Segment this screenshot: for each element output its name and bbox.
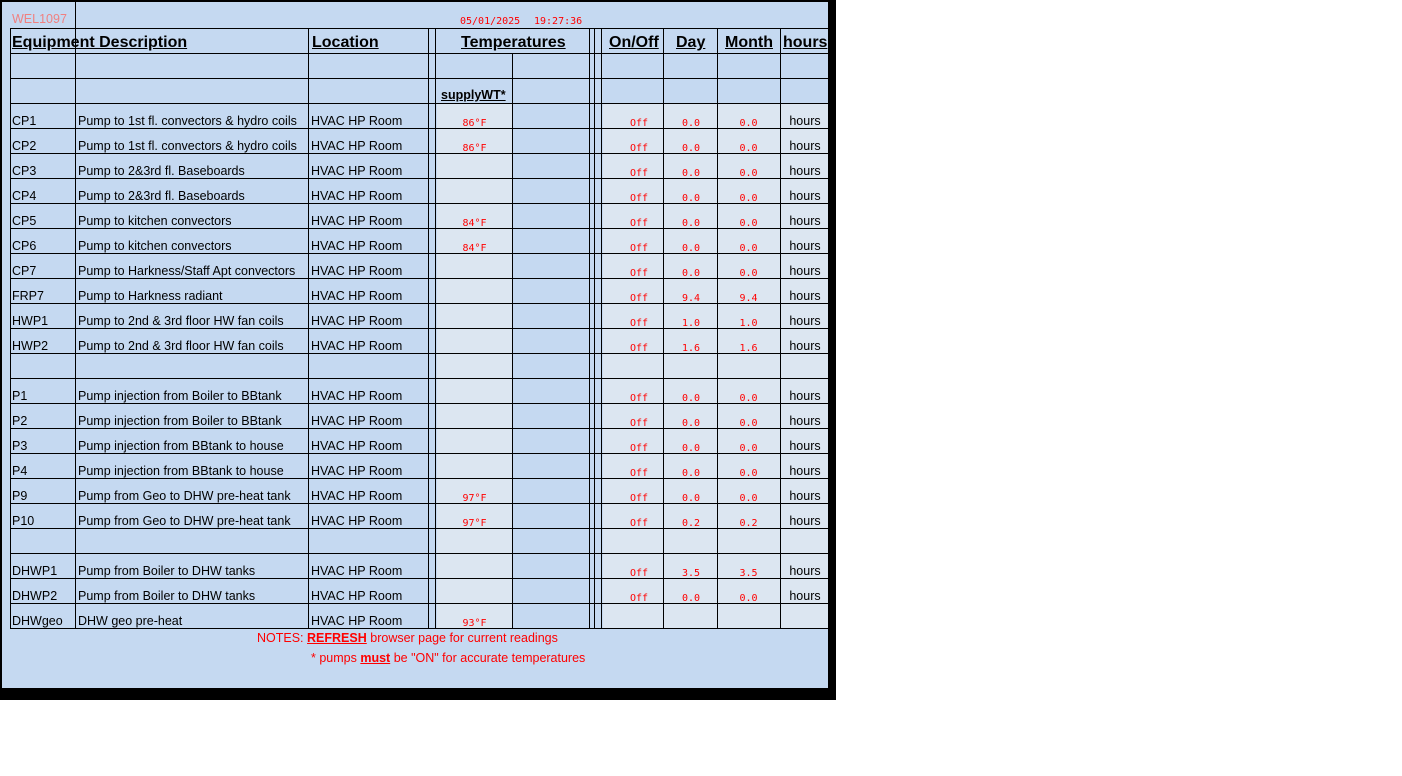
equipment-location: HVAC HP Room bbox=[311, 564, 403, 578]
notes-line-1 bbox=[257, 631, 558, 645]
month-hours: 9.4 bbox=[739, 293, 758, 304]
hours-unit: hours bbox=[789, 264, 821, 278]
onoff-status: Off bbox=[629, 443, 649, 454]
equipment-location: HVAC HP Room bbox=[311, 239, 403, 253]
hours-unit: hours bbox=[789, 339, 821, 353]
month-hours: 3.5 bbox=[739, 568, 758, 579]
equipment-id: DHWP1 bbox=[12, 564, 58, 578]
supply-temperature: 93°F bbox=[462, 618, 487, 629]
onoff-status: Off bbox=[629, 568, 649, 579]
hours-unit: hours bbox=[789, 189, 821, 203]
day-hours: 0.0 bbox=[681, 443, 701, 454]
equipment-id: CP5 bbox=[12, 214, 37, 228]
equipment-id: DHWgeo bbox=[12, 614, 63, 628]
equipment-id: P9 bbox=[12, 489, 28, 503]
day-hours: 0.0 bbox=[681, 268, 701, 279]
equipment-description: Pump injection from BBtank to house bbox=[78, 439, 284, 453]
day-hours: 0.0 bbox=[681, 593, 701, 604]
supply-temperature: 97°F bbox=[462, 518, 487, 529]
hours-unit: hours bbox=[789, 564, 821, 578]
site-id: WEL1097 bbox=[12, 12, 67, 26]
col-header-month: Month bbox=[725, 34, 773, 51]
equipment-id: P1 bbox=[12, 389, 28, 403]
refresh-emphasis: REFRESH bbox=[307, 631, 367, 645]
table-row bbox=[2, 404, 828, 429]
equipment-location: HVAC HP Room bbox=[311, 389, 403, 403]
col-header-equipment: Equipment Description bbox=[12, 34, 188, 51]
equipment-location: HVAC HP Room bbox=[311, 414, 403, 428]
day-hours: 0.0 bbox=[681, 393, 701, 404]
onoff-status: Off bbox=[629, 293, 649, 304]
onoff-status: Off bbox=[629, 343, 649, 354]
grid-line bbox=[10, 28, 828, 29]
hours-unit: hours bbox=[789, 289, 821, 303]
equipment-id: HWP1 bbox=[12, 314, 49, 328]
table-row bbox=[2, 554, 828, 579]
table-row bbox=[2, 479, 828, 504]
month-hours: 0.2 bbox=[739, 518, 758, 529]
equipment-description: Pump to 2&3rd fl. Baseboards bbox=[78, 164, 245, 178]
table-row bbox=[2, 579, 828, 604]
hours-unit: hours bbox=[789, 439, 821, 453]
grid-line bbox=[10, 53, 828, 54]
equipment-description: Pump to 2nd & 3rd floor HW fan coils bbox=[78, 339, 284, 353]
hours-unit: hours bbox=[789, 589, 821, 603]
equipment-location: HVAC HP Room bbox=[311, 464, 403, 478]
equipment-id: P10 bbox=[12, 514, 35, 528]
hours-unit: hours bbox=[789, 464, 821, 478]
onoff-status: Off bbox=[629, 318, 649, 329]
equipment-id: CP1 bbox=[12, 114, 37, 128]
equipment-description: DHW geo pre-heat bbox=[78, 614, 183, 628]
equipment-id: CP4 bbox=[12, 189, 37, 203]
month-hours: 0.0 bbox=[739, 418, 758, 429]
equipment-location: HVAC HP Room bbox=[311, 289, 403, 303]
col-header-hours: hours bbox=[783, 34, 828, 51]
day-hours: 0.0 bbox=[681, 218, 701, 229]
table-row bbox=[2, 229, 828, 254]
table-row bbox=[2, 179, 828, 204]
equipment-location: HVAC HP Room bbox=[311, 514, 403, 528]
onoff-status: Off bbox=[629, 243, 649, 254]
month-hours: 0.0 bbox=[739, 443, 758, 454]
supply-temperature: 84°F bbox=[462, 243, 487, 254]
grid-line bbox=[10, 78, 828, 79]
onoff-status: Off bbox=[629, 218, 649, 229]
equipment-location: HVAC HP Room bbox=[311, 164, 403, 178]
table-row bbox=[2, 154, 828, 179]
onoff-status: Off bbox=[629, 143, 649, 154]
hours-unit: hours bbox=[789, 214, 821, 228]
equipment-id: P3 bbox=[12, 439, 28, 453]
day-hours: 9.4 bbox=[681, 293, 701, 304]
equipment-id: CP2 bbox=[12, 139, 37, 153]
hours-unit: hours bbox=[789, 389, 821, 403]
day-hours: 0.0 bbox=[681, 418, 701, 429]
month-hours: 1.0 bbox=[739, 318, 758, 329]
onoff-status: Off bbox=[629, 393, 649, 404]
col-header-day: Day bbox=[676, 34, 706, 51]
equipment-description: Pump to kitchen convectors bbox=[78, 214, 232, 228]
equipment-location: HVAC HP Room bbox=[311, 314, 403, 328]
notes-star-text: be "ON" for accurate temperatures bbox=[393, 651, 586, 665]
onoff-status: Off bbox=[629, 268, 649, 279]
equipment-description: Pump from Geo to DHW pre-heat tank bbox=[78, 514, 291, 528]
table-row bbox=[2, 379, 828, 404]
month-hours: 0.0 bbox=[739, 393, 758, 404]
equipment-description: Pump injection from Boiler to BBtank bbox=[78, 389, 282, 403]
table-row bbox=[2, 529, 828, 554]
month-hours: 0.0 bbox=[739, 118, 758, 129]
day-hours: 0.0 bbox=[681, 493, 701, 504]
equipment-id: CP3 bbox=[12, 164, 37, 178]
equipment-id: FRP7 bbox=[12, 289, 44, 303]
day-hours: 1.6 bbox=[681, 343, 701, 354]
report-date: 05/01/2025 bbox=[460, 16, 521, 27]
table-row bbox=[2, 279, 828, 304]
equipment-id: P4 bbox=[12, 464, 28, 478]
table-row bbox=[2, 429, 828, 454]
day-hours: 0.0 bbox=[681, 243, 701, 254]
hours-unit: hours bbox=[789, 489, 821, 503]
month-hours: 0.0 bbox=[739, 218, 758, 229]
table-row bbox=[2, 204, 828, 229]
onoff-status: Off bbox=[629, 418, 649, 429]
report-time: 19:27:36 bbox=[534, 16, 583, 27]
onoff-status: Off bbox=[629, 168, 649, 179]
month-hours: 0.0 bbox=[739, 168, 758, 179]
table-row bbox=[2, 254, 828, 279]
supply-temperature: 86°F bbox=[462, 118, 487, 129]
equipment-description: Pump to 2&3rd fl. Baseboards bbox=[78, 189, 245, 203]
equipment-location: HVAC HP Room bbox=[311, 139, 403, 153]
hours-unit: hours bbox=[789, 239, 821, 253]
day-hours: 1.0 bbox=[681, 318, 701, 329]
equipment-description: Pump to Harkness/Staff Apt convectors bbox=[78, 264, 296, 278]
grid-line bbox=[828, 28, 829, 629]
supply-temperature: 86°F bbox=[462, 143, 487, 154]
equipment-description: Pump injection from BBtank to house bbox=[78, 464, 284, 478]
table-row bbox=[2, 454, 828, 479]
equipment-location: HVAC HP Room bbox=[311, 489, 403, 503]
supply-temperature: 84°F bbox=[462, 218, 487, 229]
equipment-description: Pump to 1st fl. convectors & hydro coils bbox=[78, 114, 297, 128]
table-row bbox=[2, 329, 828, 354]
equipment-description: Pump to 1st fl. convectors & hydro coils bbox=[78, 139, 297, 153]
notes-refresh-text: browser page for current readings bbox=[370, 631, 558, 645]
supply-temperature: 97°F bbox=[462, 493, 487, 504]
onoff-status: Off bbox=[629, 593, 649, 604]
onoff-status: Off bbox=[629, 518, 649, 529]
equipment-description: Pump to 2nd & 3rd floor HW fan coils bbox=[78, 314, 284, 328]
hours-unit: hours bbox=[789, 139, 821, 153]
table-row bbox=[2, 504, 828, 529]
hours-unit: hours bbox=[789, 164, 821, 178]
notes-line-2 bbox=[311, 651, 585, 665]
equipment-location: HVAC HP Room bbox=[311, 189, 403, 203]
equipment-id: HWP2 bbox=[12, 339, 49, 353]
hours-unit: hours bbox=[789, 314, 821, 328]
equipment-id: CP7 bbox=[12, 264, 37, 278]
equipment-id: P2 bbox=[12, 414, 28, 428]
table-row bbox=[2, 304, 828, 329]
equipment-id: CP6 bbox=[12, 239, 37, 253]
table-row bbox=[2, 129, 828, 154]
equipment-location: HVAC HP Room bbox=[311, 589, 403, 603]
notes-star: * pumps bbox=[311, 651, 357, 665]
month-hours: 1.6 bbox=[739, 343, 758, 354]
table-row bbox=[2, 104, 828, 129]
onoff-status: Off bbox=[629, 193, 649, 204]
onoff-status: Off bbox=[629, 118, 649, 129]
hours-unit: hours bbox=[789, 114, 821, 128]
month-hours: 0.0 bbox=[739, 593, 758, 604]
col-header-location: Location bbox=[312, 34, 379, 51]
equipment-description: Pump to kitchen convectors bbox=[78, 239, 232, 253]
equipment-description: Pump injection from Boiler to BBtank bbox=[78, 414, 282, 428]
month-hours: 0.0 bbox=[739, 468, 758, 479]
hours-unit: hours bbox=[789, 414, 821, 428]
day-hours: 0.0 bbox=[681, 143, 701, 154]
month-hours: 0.0 bbox=[739, 493, 758, 504]
equipment-id: DHWP2 bbox=[12, 589, 58, 603]
day-hours: 0.0 bbox=[681, 168, 701, 179]
table-row bbox=[2, 604, 828, 629]
equipment-description: Pump from Boiler to DHW tanks bbox=[78, 589, 256, 603]
month-hours: 0.0 bbox=[739, 243, 758, 254]
equipment-description: Pump to Harkness radiant bbox=[78, 289, 223, 303]
day-hours: 3.5 bbox=[681, 568, 701, 579]
day-hours: 0.0 bbox=[681, 468, 701, 479]
equipment-location: HVAC HP Room bbox=[311, 114, 403, 128]
status-panel bbox=[2, 2, 828, 688]
table-row bbox=[2, 354, 828, 379]
month-hours: 0.0 bbox=[739, 143, 758, 154]
month-hours: 0.0 bbox=[739, 268, 758, 279]
notes-prefix: NOTES: bbox=[257, 631, 304, 645]
day-hours: 0.0 bbox=[681, 193, 701, 204]
supply-temp-subheader: supplyWT* bbox=[441, 88, 506, 102]
hours-unit: hours bbox=[789, 514, 821, 528]
must-emphasis: must bbox=[360, 651, 391, 665]
day-hours: 0.2 bbox=[681, 518, 701, 529]
col-header-temperatures: Temperatures bbox=[461, 34, 566, 51]
equipment-location: HVAC HP Room bbox=[311, 439, 403, 453]
equipment-location: HVAC HP Room bbox=[311, 214, 403, 228]
equipment-description: Pump from Geo to DHW pre-heat tank bbox=[78, 489, 291, 503]
equipment-location: HVAC HP Room bbox=[311, 339, 403, 353]
equipment-location: HVAC HP Room bbox=[311, 264, 403, 278]
onoff-status: Off bbox=[629, 468, 649, 479]
onoff-status: Off bbox=[629, 493, 649, 504]
col-header-onoff: On/Off bbox=[609, 34, 659, 51]
month-hours: 0.0 bbox=[739, 193, 758, 204]
day-hours: 0.0 bbox=[681, 118, 701, 129]
equipment-description: Pump from Boiler to DHW tanks bbox=[78, 564, 256, 578]
equipment-location: HVAC HP Room bbox=[311, 614, 403, 628]
